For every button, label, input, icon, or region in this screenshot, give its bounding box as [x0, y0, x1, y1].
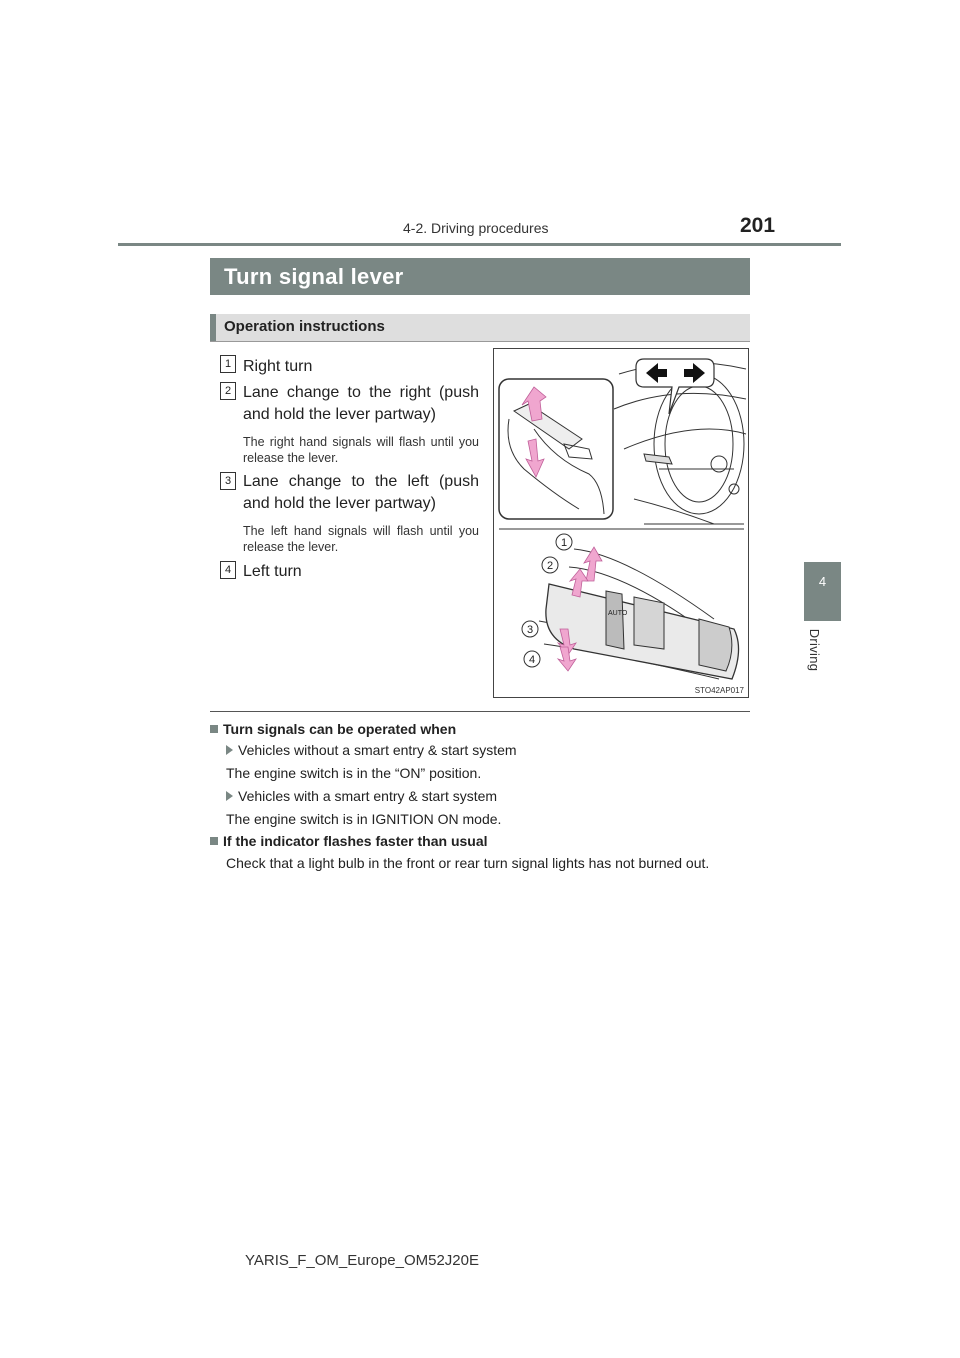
lever-drawing [494, 349, 748, 697]
header-rule [118, 243, 841, 246]
chapter-tab [804, 562, 841, 621]
square-bullet-icon [210, 837, 218, 845]
callout-1: 1 [560, 537, 568, 549]
callout-3: 3 [526, 624, 534, 636]
note-bullet-2: Vehicles with a smart entry & start system [226, 787, 766, 805]
item-number-1: 1 [220, 355, 236, 373]
subheading-rule [210, 341, 750, 342]
callout-4: 4 [528, 654, 536, 666]
figure-code: STO42AP017 [694, 686, 744, 695]
item-note-3: The left hand signals will flash until you release the lever. [243, 524, 479, 554]
arrow-4-icon [558, 647, 576, 671]
item-number-3: 3 [220, 472, 236, 490]
note-heading-1: Turn signals can be operated when [210, 720, 750, 738]
item-number-2: 2 [220, 382, 236, 400]
lever-auto-label: AUTO [608, 610, 628, 617]
item-text-1: Right turn [243, 358, 313, 375]
notes-divider [210, 711, 750, 712]
item-text-2: Lane change to the right (push and hold the lever partway) [243, 384, 479, 423]
triangle-bullet-icon [226, 745, 233, 755]
item-note-2: The right hand signals will flash until you release the lever. [243, 435, 479, 465]
note-text-1: The engine switch is in the “ON” position. [226, 765, 482, 781]
item-number-4: 4 [220, 561, 236, 579]
header-section-title: 4-2. Driving procedures [403, 220, 549, 236]
square-bullet-icon [210, 725, 218, 733]
item-text-3: Lane change to the left (push and hold the lever partway) [243, 473, 479, 512]
triangle-bullet-icon [226, 791, 233, 801]
chapter-number: 4 [818, 574, 827, 589]
item-text-4: Left turn [243, 563, 302, 580]
note-bullet-1: Vehicles without a smart entry & start system [226, 741, 766, 759]
note-text-2: The engine switch is in IGNITION ON mode. [226, 811, 502, 827]
chapter-label: Driving [807, 628, 822, 672]
page-number: 201 [740, 214, 776, 237]
turn-signal-illustration [493, 348, 749, 698]
arrow-1-icon [584, 547, 602, 581]
subheading: Operation instructions [224, 318, 385, 335]
note-heading-2: If the indicator flashes faster than usual [210, 832, 750, 850]
footer-document-id: YARIS_F_OM_Europe_OM52J20E [245, 1252, 480, 1269]
callout-2: 2 [546, 560, 554, 572]
note-text-3: Check that a light bulb in the front or rear turn signal lights has not burned out. [226, 855, 710, 871]
section-title: Turn signal lever [224, 264, 404, 289]
